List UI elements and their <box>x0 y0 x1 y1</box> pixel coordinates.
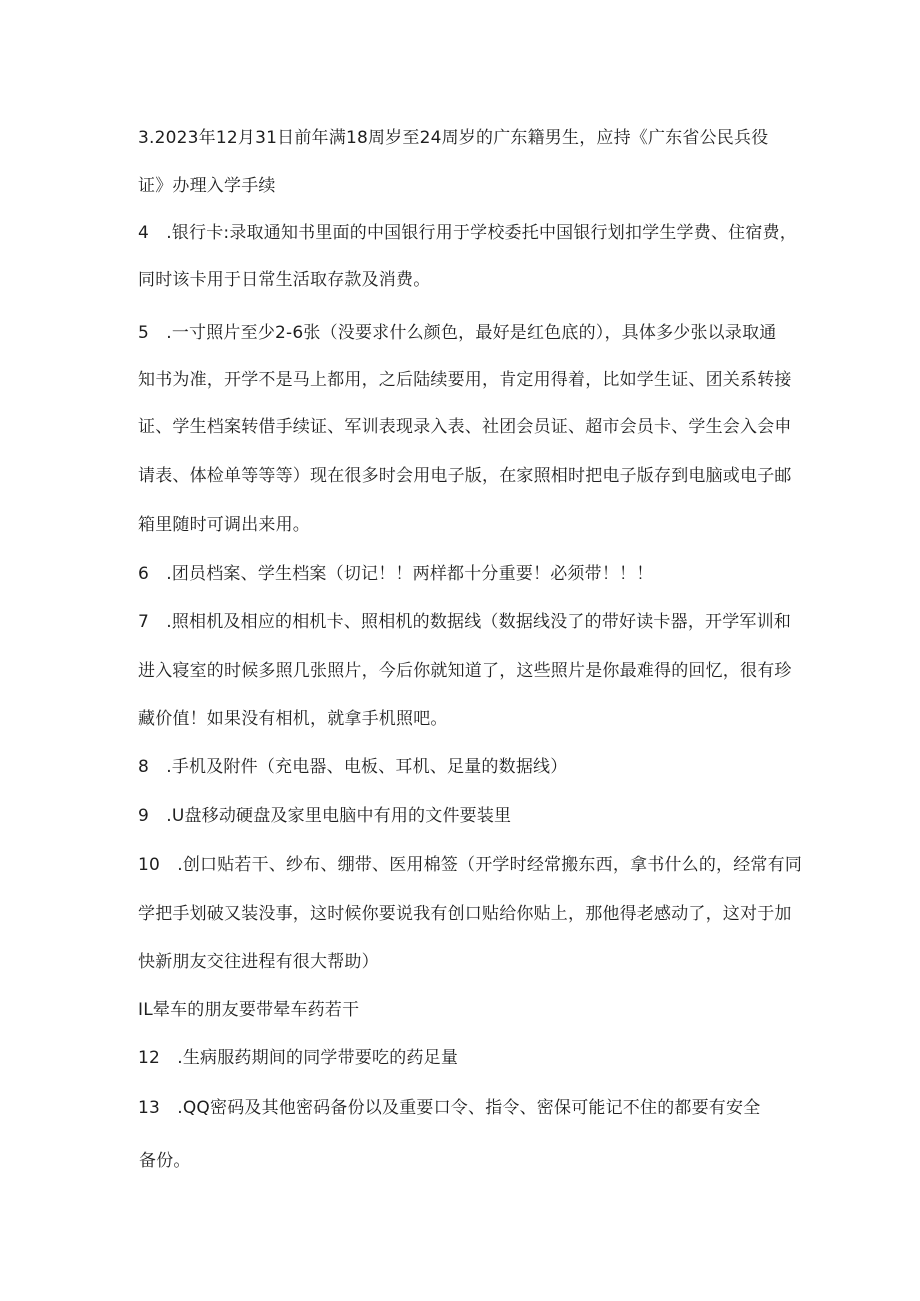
text-line: 6 .团员档案、学生档案（切记！！两样都十分重要！必须带！！！ <box>138 564 654 584</box>
text-line: 13 .QQ密码及其他密码备份以及重要口令、指令、密保可能记不住的都要有安全 <box>138 1098 761 1118</box>
text-line: 9 .U盘移动硬盘及家里电脑中有用的文件要装里 <box>138 806 512 826</box>
text-line: 进入寝室的时候多照几张照片，今后你就知道了，这些照片是你最难得的回忆，很有珍 <box>138 661 792 681</box>
text-line: 同时该卡用于日常生活取存款及消费。 <box>138 270 431 290</box>
text-line: 快新朋友交往进程有很大帮助） <box>138 952 379 972</box>
text-line: 5 .一寸照片至少2-6张（没要求什么颜色，最好是红色底的），具体多少张以录取通 <box>138 323 777 343</box>
text-line: 请表、体检单等等等）现在很多时会用电子版，在家照相时把电子版存到电脑或电子邮 <box>138 466 792 486</box>
text-line: 学把手划破又装没事，这时候你要说我有创口贴给你贴上，那他得老感动了，这对于加 <box>138 904 792 924</box>
text-line: IL晕车的朋友要带晕车药若干 <box>138 1000 360 1020</box>
text-line: 知书为准，开学不是马上都用，之后陆续要用，肯定用得着，比如学生证、团关系转接 <box>138 370 792 390</box>
text-line: 证、学生档案转借手续证、军训表现录入表、社团会员证、超市会员卡、学生会入会申 <box>138 417 792 437</box>
text-line: 箱里随时可调出来用。 <box>138 515 310 535</box>
text-line: 3.2023年12月31日前年满18周岁至24周岁的广东籍男生，应持《广东省公民兵役 <box>138 128 769 148</box>
text-line: 证》办理入学手续 <box>138 176 276 196</box>
text-line: 藏价值！如果没有相机，就拿手机照吧。 <box>138 709 448 729</box>
text-line: 4 .银行卡:录取通知书里面的中国银行用于学校委托中国银行划扣学生学费、住宿费， <box>138 223 797 243</box>
text-line: 7 .照相机及相应的相机卡、照相机的数据线（数据线没了的带好读卡器，开学军训和 <box>138 612 792 632</box>
text-line: 12 .生病服药期间的同学带要吃的药足量 <box>138 1048 459 1068</box>
text-line: 备份。 <box>139 1151 191 1171</box>
text-line: 8 .手机及附件（充电器、电板、耳机、足量的数据线） <box>138 757 568 777</box>
text-line: 10 .创口贴若干、纱布、绷带、医用棉签（开学时经常搬东西，拿书什么的，经常有同 <box>138 855 803 875</box>
